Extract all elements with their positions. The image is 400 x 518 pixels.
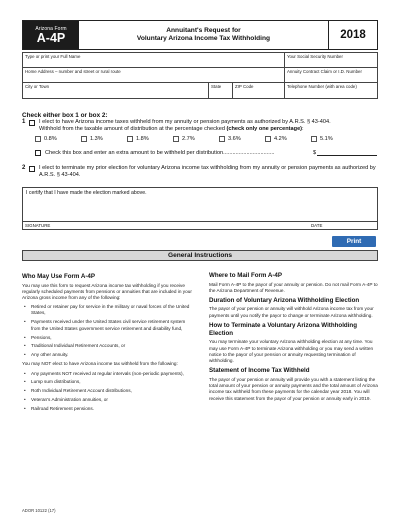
option-2-text: I elect to terminate my prior election for voluntary Arizona income tax withholding from my annuity or pension payments as authorized by A.R.S. § 43-404. [39, 165, 376, 179]
taxpayer-info-grid [22, 52, 378, 99]
option-1-text-c: (check only one percentage) [226, 126, 303, 133]
pct-option[interactable] [265, 136, 311, 142]
options-heading: Check either box 1 or box 2: [22, 112, 108, 119]
pct-checkbox[interactable] [265, 136, 271, 142]
statement-text: The payor of your pension or annuity will provide you with a statement listing the total amount of your pension or annuity payments and the total amount of Arizona income tax withheld from these payments for the calendar year 2018. You will receive this statement from the payor of your pension or annuity early in 2019. [209, 376, 378, 401]
pct-checkbox[interactable] [311, 136, 317, 142]
duration-heading: Duration of Voluntary Arizona Withholding Election [209, 296, 360, 304]
form-footer-code: ADOR 10122 (17) [22, 508, 56, 513]
form-label: Arizona Form [35, 25, 67, 32]
where-to-mail-text: Mail Form A-4P to the payor of your annuity or pension. Do not mail Form A-4P to the Arizona Department of Revenue. [209, 281, 378, 293]
option-2-number: 2 [22, 165, 26, 171]
pct-label: 2.7% [182, 136, 195, 142]
dollar-sign: $ [313, 150, 317, 156]
city-field[interactable] [23, 83, 209, 98]
full-name-field[interactable] [23, 53, 285, 67]
pct-checkbox[interactable] [35, 136, 41, 142]
form-title [79, 21, 329, 49]
contract-id-label: Annuity Contract Claim or I.D. Number [287, 69, 362, 74]
list-item: • Any other annuity. [22, 352, 194, 358]
ssn-field[interactable] [285, 53, 377, 67]
state-label: State [211, 84, 222, 89]
pct-label: 1.8% [136, 136, 149, 142]
pct-option[interactable] [127, 136, 173, 142]
option-1-checkbox[interactable] [29, 120, 35, 126]
state-field[interactable] [209, 83, 233, 98]
not-eligible-text: You may NOT elect to have Arizona income tax withheld from the following: [22, 361, 178, 367]
address-label: Home Address – number and street or rural route [25, 69, 121, 74]
date-field[interactable] [309, 222, 324, 229]
full-name-label: Type or print your Full Name [25, 54, 81, 59]
pct-option[interactable] [35, 136, 81, 142]
pct-label: 3.6% [228, 136, 241, 142]
instructions-left-column [22, 273, 194, 415]
list-item: • Pensions, [22, 335, 194, 341]
list-item: • Lump sum distributions, [22, 379, 194, 385]
terminate-heading: How to Terminate a Voluntary Arizona Withholding Election [209, 321, 357, 337]
ssn-label: Your Social Security Number [287, 54, 343, 59]
extra-amount-option [35, 150, 274, 156]
option-1-text-a: I elect to have Arizona income taxes withheld from my annuity or pension payments as authorized by A.R.S. § 43-404. [39, 119, 331, 125]
pct-checkbox[interactable] [219, 136, 225, 142]
list-item: • Retired or retainer pay for service in the military or naval forces of the United States, [22, 304, 194, 317]
extra-amount-input-line[interactable] [317, 150, 377, 156]
duration-text: The payor of your pension or annuity will withhold Arizona income tax from your payments until you notify the payor to change or terminate Arizona withholding. [209, 306, 374, 318]
form-year: 2018 [340, 29, 366, 41]
eligible-payments-list [22, 304, 194, 358]
list-item: • Railroad Retirement pensions. [22, 406, 194, 412]
pct-option[interactable] [219, 136, 265, 142]
extra-amount-checkbox[interactable] [35, 150, 41, 156]
statement-heading: Statement of Income Tax Withheld [209, 367, 310, 375]
who-may-use-text: You may use this form to request Arizona income tax withholding if you receive regularly scheduled payments from pensions or annuities that are included in your Arizona gross income from any of the following: [22, 282, 192, 301]
list-item: • Veteran's Administration annuities, or [22, 397, 194, 403]
percentage-options [35, 136, 357, 142]
address-field[interactable] [23, 68, 285, 82]
option-2-checkbox[interactable] [29, 166, 35, 172]
title-line-1: Annuitant's Request for [166, 27, 241, 34]
title-line-2: Voluntary Arizona Income Tax Withholding [136, 35, 271, 42]
pct-label: 4.2% [274, 136, 287, 142]
form-id-block [23, 21, 79, 49]
terminate-text: You may terminate your voluntary Arizona withholding election at any time. You may use Form A-4P to terminate Arizona withholding or you may send a written notice to the payor of your pension or annuity requesting termination of withholding. [209, 339, 374, 364]
pct-checkbox[interactable] [81, 136, 87, 142]
pct-option[interactable] [311, 136, 357, 142]
pct-label: 5.1% [320, 136, 333, 142]
signature-row [23, 221, 377, 229]
option-1-text-b: Withhold from the taxable amount of distribution at the percentage checked [39, 126, 227, 133]
extra-amount-field[interactable] [313, 150, 377, 156]
phone-field[interactable] [285, 83, 377, 98]
option-1-text-d: : [302, 126, 304, 133]
zip-field[interactable] [233, 83, 285, 98]
phone-label: Telephone Number (with area code) [287, 84, 357, 89]
print-button[interactable]: Print [332, 236, 376, 247]
ineligible-payments-list [22, 371, 194, 413]
pct-option[interactable] [173, 136, 219, 142]
certification-text: I certify that I have made the election marked above. [26, 190, 147, 196]
certification-box [22, 187, 378, 230]
option-1-text [39, 119, 377, 134]
city-label: City or Town [25, 84, 50, 89]
form-header [22, 20, 378, 50]
where-to-mail-heading: Where to Mail Form A-4P [209, 272, 282, 279]
contract-id-field[interactable] [285, 68, 377, 82]
pct-checkbox[interactable] [173, 136, 179, 142]
option-1-number: 1 [22, 119, 26, 125]
list-item: • Traditional Individual Retirement Accounts, or [22, 343, 194, 349]
general-instructions-heading: General Instructions [22, 250, 378, 261]
signature-label: SIGNATURE [25, 223, 51, 228]
signature-field[interactable] [23, 222, 309, 229]
pct-label: 0.8% [44, 136, 57, 142]
instructions-right-column [209, 272, 381, 405]
zip-label: ZIP Code [235, 84, 254, 89]
who-may-use-heading: Who May Use Form A-4P [22, 273, 95, 280]
pct-label: 1.3% [90, 136, 103, 142]
list-item: • Any payments NOT received at regular intervals (non-periodic payments), [22, 371, 194, 377]
date-label: DATE [311, 223, 323, 228]
list-item: • Roth Individual Retirement Account distributions, [22, 388, 194, 394]
pct-checkbox[interactable] [127, 136, 133, 142]
list-item: • Payments received under the United States civil service retirement system from the United States government service retirement and disability fund, [22, 319, 194, 332]
form-number: A-4P [36, 30, 66, 45]
extra-amount-label: Check this box and enter an extra amount to be withheld per distribution................................. [45, 150, 275, 156]
pct-option[interactable] [81, 136, 127, 142]
